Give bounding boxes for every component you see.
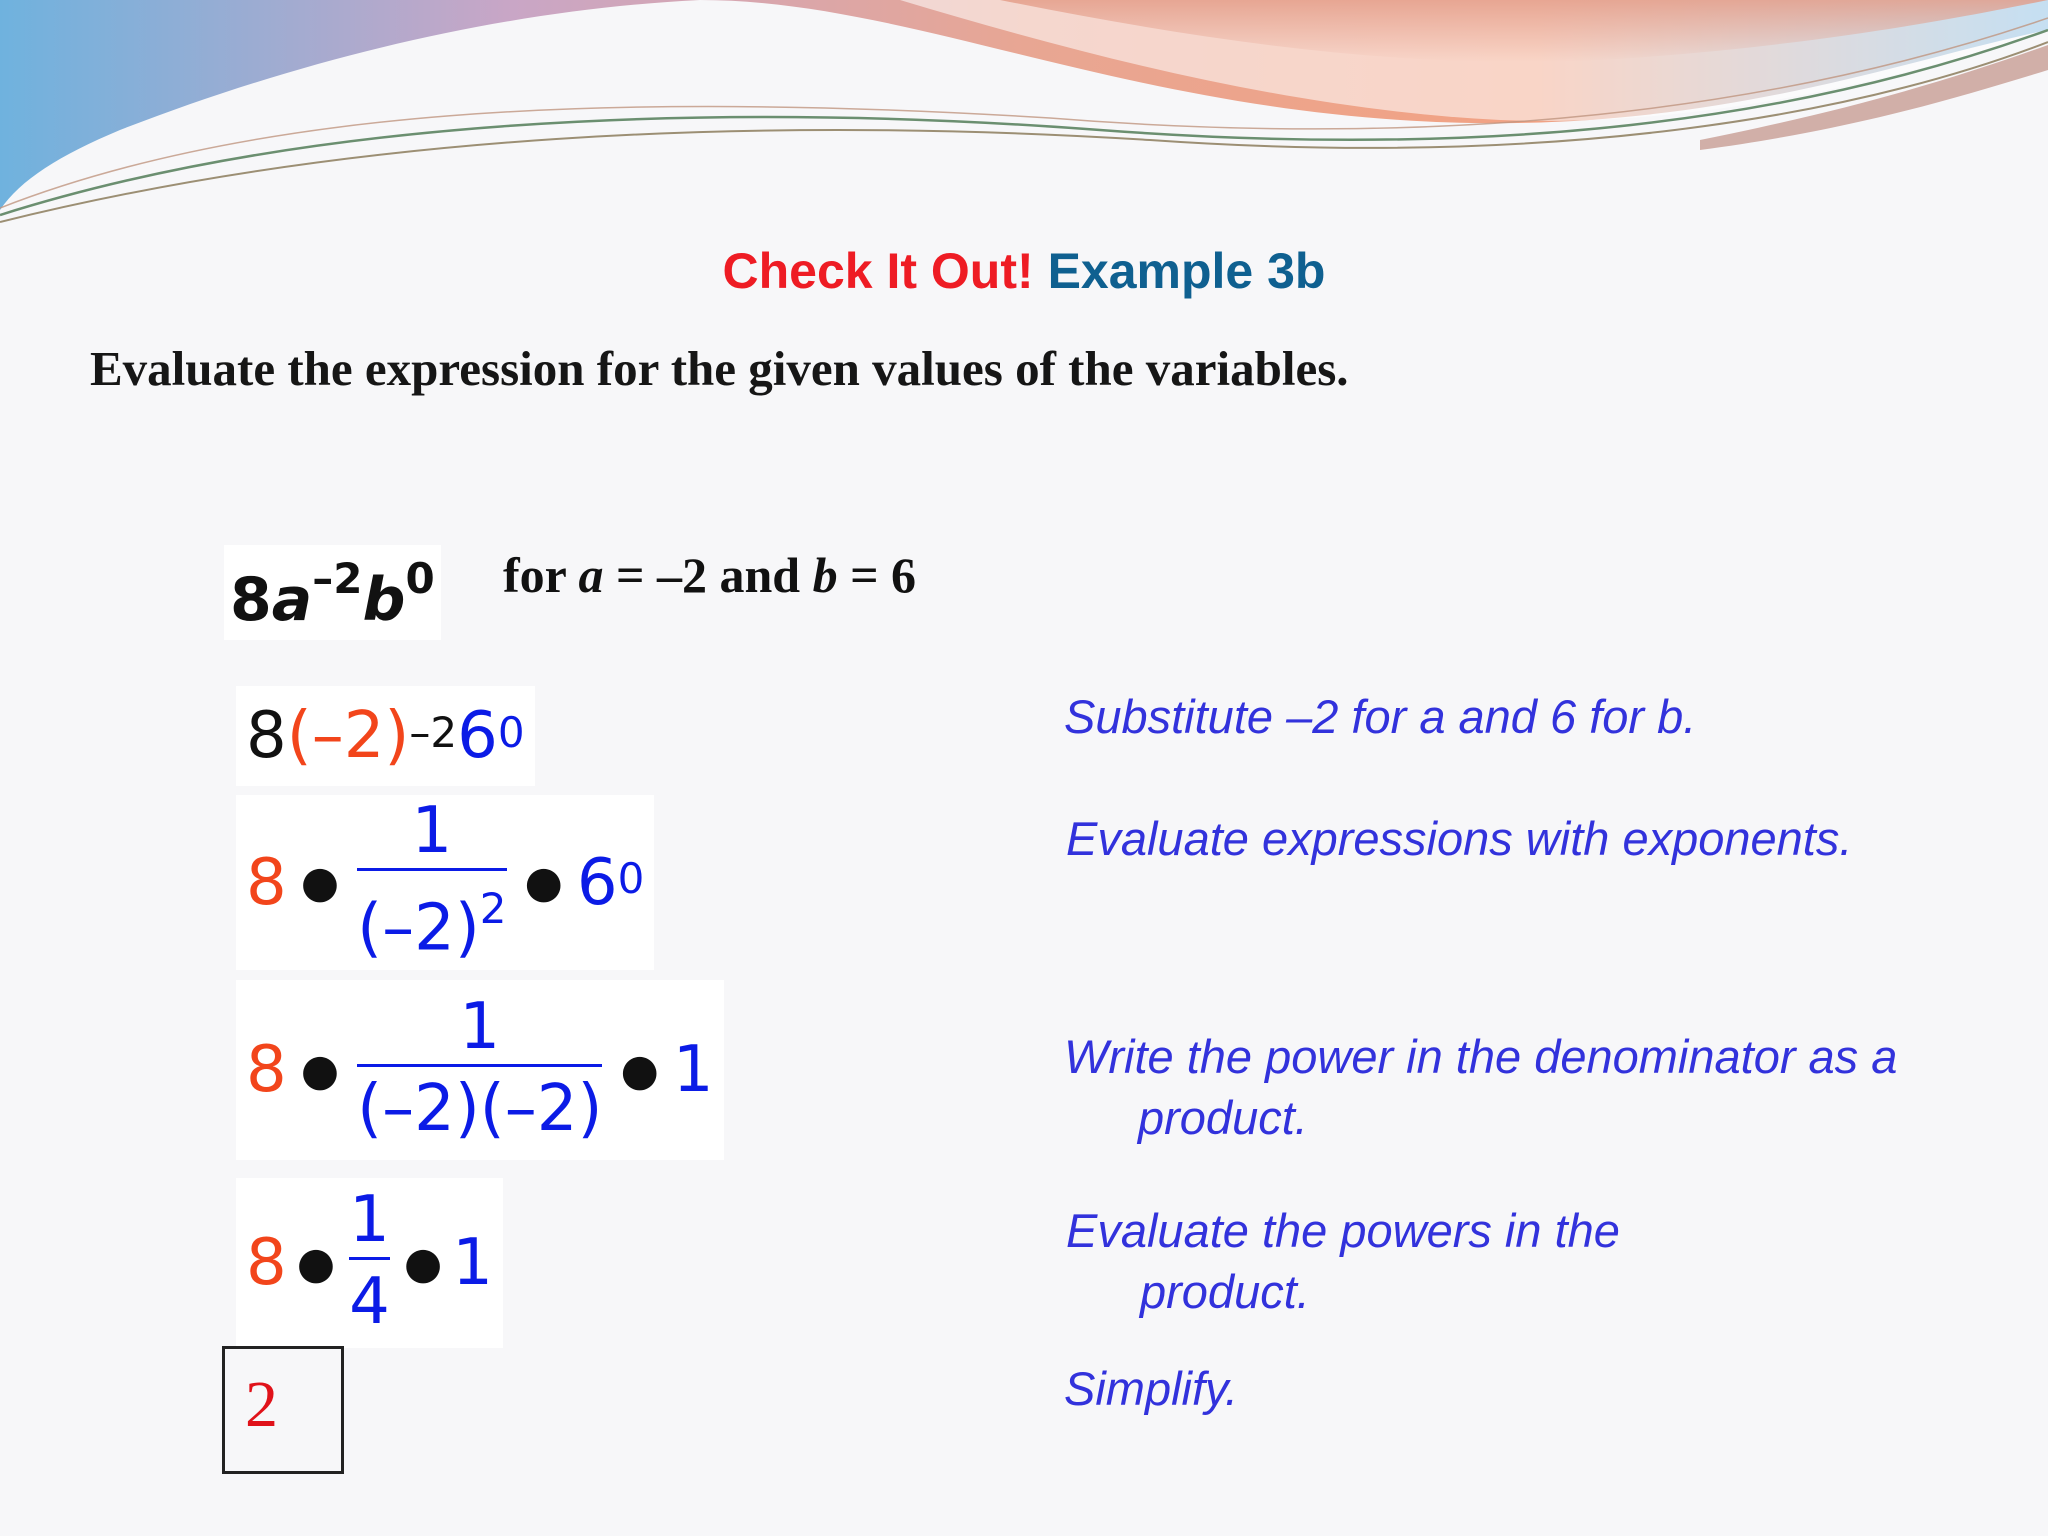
step2-den-exp: 2 [479,884,507,934]
note-powers [1066,1200,1620,1322]
step1-exp: –2 [409,707,458,757]
note-substitute: Substitute –2 for a and 6 for b. [1064,690,1697,743]
step2-fraction [357,794,506,970]
step-powers [236,1178,503,1348]
step1-base: (–2) [286,699,410,773]
instruction-text: Evaluate the expression for the given values of the variables. [90,341,1349,396]
step4-denominator: 4 [349,1264,390,1339]
given-b-value: = 6 [837,547,917,603]
note-exponents: Evaluate expressions with exponents. [1066,812,1853,865]
answer-box [222,1346,344,1474]
step4-coef: 8 [246,1226,287,1300]
step2-denominator [357,871,506,970]
given-var-a: a [578,547,604,603]
step-exponents [236,795,654,970]
step2-coef: 8 [246,845,287,920]
step2-numerator: 1 [411,794,453,869]
step2-six-exp: 0 [617,854,645,903]
answer-value: 2 [245,1368,278,1441]
title-example: Example 3b [1047,243,1326,299]
expression [224,545,441,640]
note-product [1064,1026,1897,1148]
expr-exp-b: 0 [405,554,435,603]
multiply-dot: ● [620,1044,659,1096]
multiply-dot: ● [403,1237,443,1289]
step-product [236,980,724,1160]
step1-six-exp: 0 [497,707,525,757]
step1-coef: 8 [246,699,287,773]
note-simplify: Simplify. [1064,1362,1239,1415]
step4-numerator: 1 [349,1182,390,1257]
step-substitute [236,686,535,786]
expr-var-b: b [362,565,406,635]
multiply-dot: ● [524,857,563,908]
multiply-dot: ● [300,1044,340,1096]
step3-one: 1 [672,1033,714,1107]
multiply-dot: ● [300,857,340,908]
step2-den-base: (–2) [357,891,480,966]
step2-six: 6 [576,845,618,920]
given-values [503,546,916,604]
note-product-line2: product. [1138,1091,1308,1144]
step3-denominator: (–2)(–2) [357,1071,603,1146]
step1-six: 6 [457,699,498,773]
expr-exp-a: –2 [312,554,363,603]
step3-fraction [357,990,602,1151]
expr-coef: 8 [230,565,272,635]
given-for: for [503,547,579,603]
note-product-line1: Write the power in the denominator as a [1064,1030,1898,1083]
note-powers-line1: Evaluate the powers in the [1066,1204,1620,1257]
given-a-value: = –2 and [603,547,813,603]
expr-var-a: a [271,565,313,635]
note-powers-line2: product. [1140,1265,1310,1318]
multiply-dot: ● [296,1237,336,1289]
step3-numerator: 1 [459,989,501,1064]
header-wave-decoration [0,0,2048,240]
step4-fraction [349,1183,390,1344]
slide-title [0,242,2048,300]
step4-one: 1 [452,1226,493,1300]
step3-coef: 8 [246,1033,287,1107]
given-var-b: b [812,547,838,603]
title-check-it-out: Check It Out! [722,243,1034,299]
